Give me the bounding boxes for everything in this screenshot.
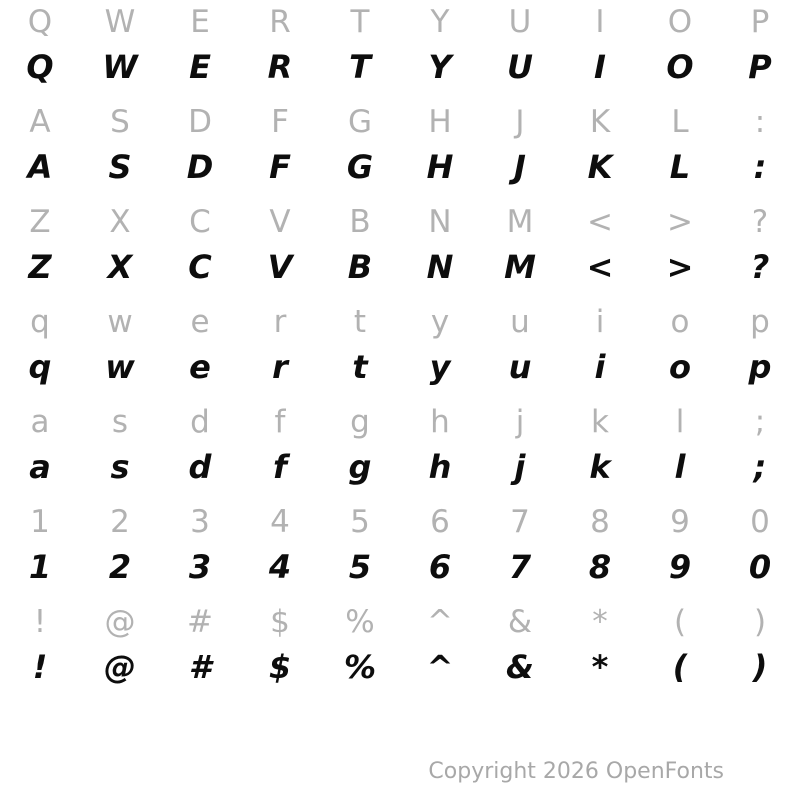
glyph: X (107, 248, 133, 286)
glyph: O (666, 48, 694, 86)
glyph: r (273, 304, 287, 340)
glyph: 2 (108, 548, 132, 586)
glyph: M (506, 204, 534, 240)
glyph: I (594, 48, 606, 86)
glyph: : (754, 104, 766, 140)
glyph: A (29, 104, 51, 140)
glyph: A (27, 148, 53, 186)
character-row-pair-5 (0, 500, 800, 600)
character-row-pair-4 (0, 400, 800, 500)
character-row-regular (0, 100, 800, 144)
glyph: ^ (427, 604, 453, 640)
glyph: P (750, 4, 770, 40)
glyph: u (508, 348, 532, 386)
glyph: P (748, 48, 772, 86)
glyph: 7 (510, 504, 530, 540)
glyph: F (271, 104, 289, 140)
glyph: & (507, 604, 533, 640)
glyph: 1 (30, 504, 50, 540)
glyph: k (589, 448, 611, 486)
glyph: 1 (28, 548, 52, 586)
glyph: * (592, 604, 608, 640)
glyph: t (353, 304, 367, 340)
glyph: Q (26, 48, 54, 86)
glyph: 5 (348, 548, 372, 586)
glyph: w (107, 304, 133, 340)
glyph: g (350, 404, 370, 440)
glyph: ; (753, 448, 767, 486)
glyph: T (350, 4, 370, 40)
glyph: > (666, 248, 694, 286)
glyph: 6 (428, 548, 452, 586)
glyph: e (189, 348, 211, 386)
glyph: < (587, 204, 613, 240)
glyph: 8 (588, 548, 612, 586)
character-row-pair-3 (0, 300, 800, 400)
character-row-bold-italic (0, 444, 800, 500)
glyph: ! (33, 604, 47, 640)
glyph: f (273, 448, 287, 486)
glyph: 7 (508, 548, 532, 586)
glyph: ? (751, 204, 769, 240)
glyph: R (269, 4, 291, 40)
glyph: f (274, 404, 286, 440)
glyph: % (345, 604, 375, 640)
glyph: D (188, 104, 212, 140)
character-row-regular (0, 500, 800, 544)
glyph: < (586, 248, 614, 286)
glyph: a (30, 404, 50, 440)
glyph: ( (672, 648, 688, 686)
glyph: i (595, 304, 605, 340)
glyph: e (190, 304, 210, 340)
glyph: 6 (430, 504, 450, 540)
glyph: w (105, 348, 135, 386)
glyph: s (111, 404, 129, 440)
glyph: 2 (110, 504, 130, 540)
glyph: R (267, 48, 293, 86)
glyph: j (515, 404, 525, 440)
glyph: N (426, 248, 454, 286)
glyph: H (426, 148, 454, 186)
glyph: g (348, 448, 372, 486)
glyph: ) (753, 604, 767, 640)
glyph: @ (104, 604, 136, 640)
glyph: X (109, 204, 131, 240)
glyph: d (188, 448, 212, 486)
glyph: 8 (590, 504, 610, 540)
glyph: 9 (670, 504, 690, 540)
character-row-regular (0, 0, 800, 44)
glyph: i (594, 348, 606, 386)
glyph: U (508, 4, 532, 40)
glyph: G (347, 104, 373, 140)
character-row-pair-2 (0, 200, 800, 300)
glyph: M (504, 248, 536, 286)
glyph: L (671, 104, 689, 140)
glyph: h (428, 448, 452, 486)
glyph: % (343, 648, 377, 686)
glyph: y (429, 348, 451, 386)
glyph: r (272, 348, 288, 386)
glyph: ! (32, 648, 48, 686)
character-row-bold-italic (0, 144, 800, 200)
glyph: J (515, 104, 525, 140)
glyph: O (667, 4, 693, 40)
glyph: Y (428, 48, 452, 86)
glyph: k (591, 404, 609, 440)
glyph: Q (27, 4, 53, 40)
glyph: E (189, 48, 211, 86)
glyph: I (595, 4, 605, 40)
glyph: U (507, 48, 533, 86)
glyph: > (667, 204, 693, 240)
glyph: * (591, 648, 609, 686)
glyph: u (510, 304, 530, 340)
character-row-regular (0, 600, 800, 644)
character-row-regular (0, 400, 800, 444)
glyph: ? (750, 248, 770, 286)
glyph: j (514, 448, 526, 486)
glyph: ^ (426, 648, 454, 686)
glyph: E (190, 4, 210, 40)
glyph: D (186, 148, 214, 186)
glyph: & (506, 648, 534, 686)
glyph: s (110, 448, 130, 486)
glyph: N (428, 204, 452, 240)
glyph: @ (104, 648, 136, 686)
glyph: p (748, 348, 772, 386)
glyph: S (108, 148, 132, 186)
glyph: 4 (268, 548, 292, 586)
glyph: o (670, 304, 690, 340)
glyph: 0 (750, 504, 770, 540)
glyph: V (267, 248, 293, 286)
glyph: C (188, 248, 212, 286)
glyph: F (269, 148, 291, 186)
glyph: Z (29, 204, 51, 240)
glyph: 0 (748, 548, 772, 586)
glyph: S (110, 104, 130, 140)
character-row-pair-0 (0, 0, 800, 100)
glyph: ; (754, 404, 766, 440)
glyph: B (349, 204, 371, 240)
glyph: Y (430, 4, 450, 40)
glyph: 9 (668, 548, 692, 586)
glyph: K (587, 148, 613, 186)
glyph: W (104, 4, 136, 40)
glyph: J (514, 148, 526, 186)
glyph: o (669, 348, 691, 386)
glyph: t (352, 348, 368, 386)
glyph: q (28, 348, 52, 386)
glyph: # (187, 604, 213, 640)
character-row-regular (0, 200, 800, 244)
glyph: ) (752, 648, 768, 686)
glyph: V (269, 204, 291, 240)
glyph: $ (270, 604, 290, 640)
glyph: l (675, 404, 685, 440)
glyph: # (188, 648, 212, 686)
character-row-regular (0, 300, 800, 344)
glyph: W (102, 48, 138, 86)
glyph: B (347, 248, 373, 286)
glyph: y (430, 304, 450, 340)
glyph: l (674, 448, 686, 486)
glyph: L (669, 148, 691, 186)
glyph: p (750, 304, 770, 340)
glyph: 3 (190, 504, 210, 540)
glyph: H (428, 104, 452, 140)
glyph: ( (673, 604, 687, 640)
glyph: 4 (270, 504, 290, 540)
glyph: h (430, 404, 450, 440)
glyph: 5 (350, 504, 370, 540)
character-row-pair-1 (0, 100, 800, 200)
glyph: Z (28, 248, 52, 286)
character-row-bold-italic (0, 44, 800, 100)
glyph: G (346, 148, 374, 186)
glyph: $ (268, 648, 292, 686)
glyph: a (29, 448, 51, 486)
glyph: C (189, 204, 211, 240)
glyph: K (589, 104, 611, 140)
glyph: 3 (188, 548, 212, 586)
glyph: : (753, 148, 767, 186)
character-row-pair-6 (0, 600, 800, 700)
glyph: T (349, 48, 371, 86)
glyph: q (30, 304, 50, 340)
copyright-notice: Copyright 2026 OpenFonts (428, 759, 724, 784)
character-row-bold-italic (0, 544, 800, 600)
character-row-bold-italic (0, 644, 800, 700)
glyph: d (190, 404, 210, 440)
character-row-bold-italic (0, 244, 800, 300)
character-row-bold-italic (0, 344, 800, 400)
